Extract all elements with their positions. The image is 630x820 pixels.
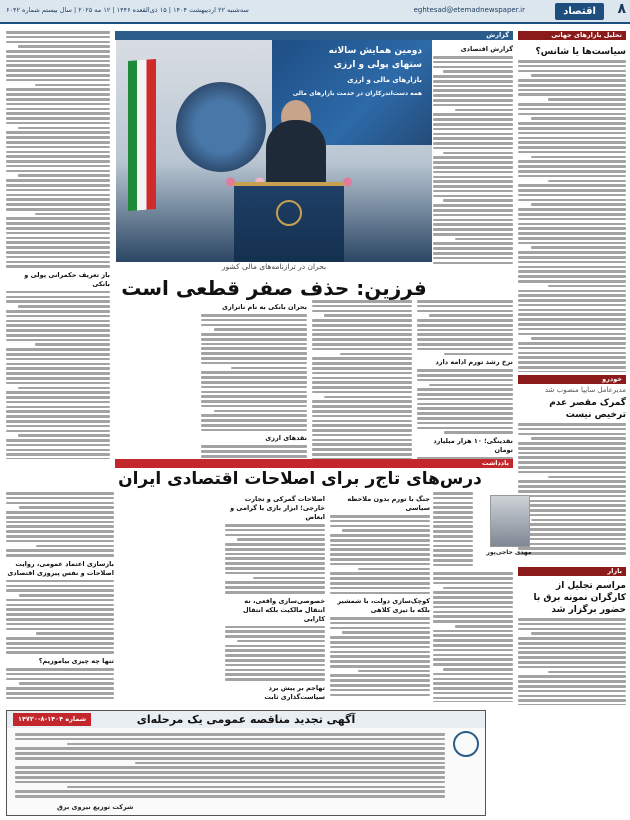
ad-title: آگهی تجدید مناقصه عمومی یک مرحله‌ای	[7, 711, 485, 728]
tender-advertisement[interactable]	[6, 710, 486, 816]
report-col1-sub2: نقدینگی؛ ۱۰ هزار میلیارد تومان	[433, 436, 513, 454]
report-label: گزارش	[115, 31, 513, 40]
right-article-body	[518, 60, 626, 372]
lower-col2-sub2: کوچک‌سازی دولت، با شمشیر بلکه با تیزی کلاهی	[337, 597, 430, 615]
ad-body	[15, 733, 445, 799]
iran-flag	[128, 59, 156, 211]
report-col-2	[312, 300, 412, 460]
right-column-label: تحلیل بازارهای جهانی	[518, 31, 626, 40]
market-section-label: بازار	[518, 567, 626, 576]
lower-col4-sub2: تنها چه چیزی بیاموزیم؟	[38, 657, 114, 666]
lower-col-4	[6, 492, 114, 702]
report-col-1	[417, 300, 513, 460]
report-col-3	[201, 300, 307, 460]
author-name: مهدی حاجی‌پور	[486, 549, 532, 556]
lower-headline[interactable]: درس‌های تاج‌ر برای اصلاحات اقتصادی ایران	[118, 469, 482, 489]
market-article	[518, 577, 626, 705]
car-section-label: خودرو	[518, 375, 626, 384]
website-address[interactable]: eghtesad@etemadnewspaper.ir	[413, 6, 525, 14]
conference-photo	[116, 40, 432, 262]
lower-col3-sub2: خصوصی‌سازی واقعی، نه انتقال مالکیت بلکه انتقال کارایی	[243, 596, 325, 623]
report-side-title: گزارش اقتصادی	[460, 45, 513, 53]
car-title: گمرک مقصر عدم ترخیص نیست	[549, 398, 626, 420]
section-tag[interactable]: اقتصاد	[555, 3, 604, 20]
dateline: سه‌شنبه ۲۲ اردیبهشت ۱۴۰۴ | ۱۵ ذی‌القعده ۱۴۴۶ | ۱۲ مه ۲۰۲۵ | سال بیستم شماره ۶۰۴۲	[6, 6, 249, 14]
report-side-column	[433, 42, 513, 270]
lower-col-3	[225, 492, 325, 702]
podium-emblem	[276, 200, 302, 226]
report-col3-sub: بحران بانکی به نام ناترازی	[222, 303, 307, 311]
lower-col4-sub1: بازسازی اعتماد عمومی، روایت اصلاحات و نفس پیروزی اقتصادی	[7, 559, 114, 577]
market-title: مراسم تجلیل از کارگران نمونه برق با حضور برگزار شد	[533, 581, 626, 615]
masthead-bar	[0, 0, 630, 24]
central-bank-logo	[176, 82, 266, 172]
ad-signature: شرکت توزیع نیروی برق	[57, 803, 134, 811]
note-label: یادداشت	[115, 459, 513, 468]
lower-col-2	[330, 492, 430, 702]
page-number: ۸	[617, 1, 626, 17]
car-article	[518, 386, 626, 556]
report-col1-sub: نرخ رشد تورم ادامه دارد	[435, 358, 513, 367]
lower-col3-sub3: تهاجم بر پیش برد سیاست‌گذاری ثابت	[264, 683, 325, 701]
report-col3-sub2: نقدهای ارزی	[265, 434, 307, 443]
lower-col-1	[433, 492, 513, 702]
lower-col3-sub1: اصلاحات گمرکی و تجارت خارجی؛ ابزار بازی با گرامی و ابعاض	[230, 495, 325, 521]
speaker	[266, 120, 326, 190]
lower-col2-sub1: جنگ با تورم بدون ملاحظه سیاسی	[347, 495, 430, 512]
right-column-article	[518, 42, 626, 372]
ad-number: شماره ۱۴۰۴-۸-۱۴۷۲۰	[13, 713, 91, 726]
main-headline[interactable]: فرزین: حذف صفر قطعی است	[121, 276, 427, 300]
conference-banner: دومین همایش سالانه ستهای پولی و ارزی بازارهای مالی و ارزی همه دست‌اندرکاران در خدمت بازارهای مالی	[272, 40, 432, 145]
car-kicker: مدیرعامل سایپا منصوب شد	[544, 386, 626, 394]
company-logo-icon	[453, 731, 479, 757]
right-article-title: سیاست‌ها یا شانس؟	[535, 47, 626, 57]
left-column-subhead: باز تعریف حکمرانی پولی و بانکی	[24, 270, 110, 288]
main-kicker: بحران در ترازنامه‌های مالی کشور	[221, 262, 327, 271]
left-column	[6, 31, 110, 459]
